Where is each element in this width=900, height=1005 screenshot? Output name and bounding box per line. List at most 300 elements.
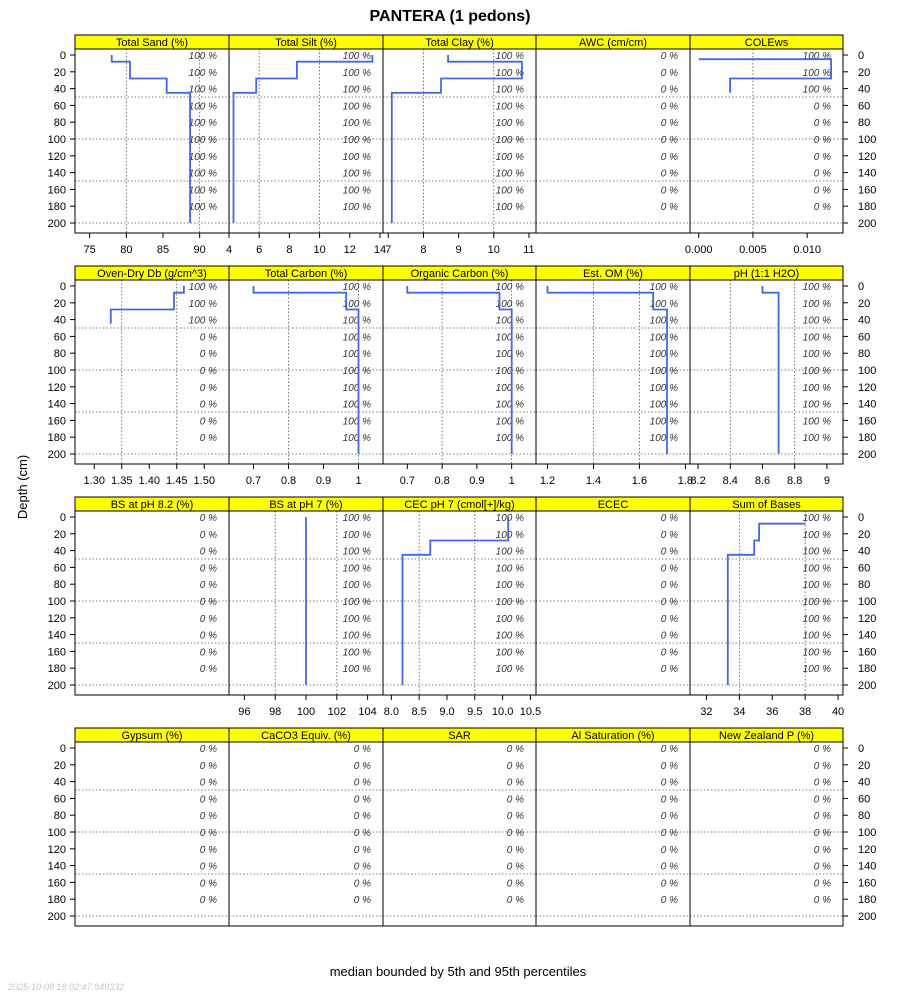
pct-annotation: 0 %: [506, 878, 524, 890]
pct-annotation: 100 %: [342, 546, 371, 558]
x-tick-label: 1: [508, 475, 515, 487]
y-tick-label: 140: [47, 398, 66, 411]
y-tick-label: 180: [47, 663, 66, 676]
panel: [536, 35, 690, 233]
pct-annotation: 100 %: [649, 332, 678, 344]
x-tick-label: 1.2: [539, 475, 556, 487]
pct-annotation: 100 %: [495, 151, 524, 163]
pct-annotation: 0 %: [660, 613, 678, 625]
panel-strip-label: New Zealand P (%): [718, 730, 815, 742]
y-tick-label: 160: [47, 877, 66, 890]
y-tick-label: 0: [858, 50, 865, 62]
pct-annotation: 0 %: [353, 794, 371, 806]
x-tick-label: 11: [523, 244, 535, 256]
pct-annotation: 100 %: [188, 51, 217, 62]
y-tick-label: 80: [858, 579, 871, 592]
x-tick-label: 38: [799, 706, 812, 718]
x-tick-label: 80: [120, 244, 133, 256]
pct-annotation: 0 %: [813, 101, 831, 113]
pct-annotation: 0 %: [199, 563, 217, 575]
panel-strip-label: ECEC: [597, 499, 629, 511]
pct-annotation: 100 %: [495, 433, 524, 445]
x-tick-label: 0.9: [469, 475, 485, 487]
y-tick-label: 60: [53, 793, 66, 806]
pct-annotation: 0 %: [813, 202, 831, 214]
panel: [229, 728, 383, 926]
x-tick-label: 0.005: [739, 244, 767, 256]
y-tick-label: 0: [858, 281, 865, 293]
pct-annotation: 0 %: [199, 382, 217, 394]
pct-annotation: 0 %: [353, 744, 371, 755]
y-tick-label: 80: [53, 117, 66, 130]
pct-annotation: 0 %: [660, 664, 678, 676]
y-tick-label: 140: [47, 629, 66, 642]
pct-annotation: 0 %: [199, 349, 217, 361]
pct-annotation: 0 %: [199, 416, 217, 428]
pct-annotation: 0 %: [813, 118, 831, 130]
x-tick-label: 1.50: [193, 475, 215, 487]
pct-annotation: 100 %: [188, 315, 217, 327]
x-tick-label: 100: [296, 706, 316, 718]
pct-annotation: 100 %: [802, 563, 831, 575]
pct-annotation: 100 %: [495, 416, 524, 428]
timestamp: 2025-10-08 18:02:47.849332: [8, 982, 125, 992]
figure-title: PANTERA (1 pedons): [369, 8, 531, 25]
x-tick-label: 0.7: [245, 475, 262, 487]
panel-strip-label: Total Clay (%): [425, 37, 494, 49]
y-tick-label: 160: [858, 646, 877, 659]
pct-annotation: 0 %: [506, 760, 524, 772]
x-tick-label: 14: [373, 244, 387, 256]
y-tick-label: 20: [858, 297, 871, 310]
y-tick-label: 60: [858, 331, 871, 344]
x-tick-label: 102: [327, 706, 346, 718]
x-tick-label: 9: [455, 244, 462, 256]
y-tick-label: 100: [47, 827, 66, 839]
pct-annotation: 0 %: [353, 777, 371, 789]
pct-annotation: 100 %: [495, 135, 524, 146]
pct-annotation: 0 %: [199, 777, 217, 789]
pct-annotation: 100 %: [342, 101, 371, 113]
x-tick-label: 8.6: [754, 475, 771, 487]
pct-annotation: 100 %: [802, 84, 831, 96]
x-tick-label: 1.45: [166, 475, 188, 487]
pct-annotation: 100 %: [802, 630, 831, 642]
pct-annotation: 100 %: [342, 563, 371, 575]
y-tick-label: 100: [858, 134, 877, 146]
panel: [48, 728, 229, 926]
pct-annotation: 0 %: [506, 794, 524, 806]
pct-annotation: 100 %: [649, 315, 678, 327]
y-tick-label: 60: [53, 100, 66, 113]
y-tick-label: 160: [858, 877, 877, 890]
profile-line: [728, 524, 805, 685]
pct-annotation: 100 %: [802, 399, 831, 411]
y-tick-label: 200: [858, 911, 877, 923]
pct-annotation: 0 %: [660, 529, 678, 541]
x-tick-label: 7: [385, 244, 392, 256]
y-tick-label: 60: [53, 562, 66, 575]
pct-annotation: 0 %: [660, 597, 678, 608]
x-tick-label: 8.2: [690, 475, 706, 487]
panel: [48, 497, 229, 695]
pct-annotation: 0 %: [199, 613, 217, 625]
panel: [536, 266, 693, 487]
pct-annotation: 100 %: [649, 349, 678, 361]
y-tick-label: 0: [59, 50, 66, 62]
pct-annotation: 100 %: [495, 580, 524, 592]
pct-annotation: 100 %: [342, 647, 371, 659]
pct-annotation: 0 %: [660, 67, 678, 79]
y-tick-label: 80: [53, 579, 66, 592]
y-tick-label: 60: [858, 100, 871, 113]
pct-annotation: 100 %: [649, 366, 678, 377]
y-tick-label: 60: [53, 331, 66, 344]
pct-annotation: 100 %: [495, 647, 524, 659]
pct-annotation: 100 %: [342, 151, 371, 163]
pct-annotation: 100 %: [495, 349, 524, 361]
panel: [690, 728, 876, 926]
pct-annotation: 100 %: [495, 382, 524, 394]
y-tick-label: 80: [858, 117, 871, 130]
y-tick-label: 40: [53, 776, 66, 789]
x-tick-label: 1.6: [631, 475, 648, 487]
pct-annotation: 100 %: [802, 513, 831, 524]
pct-annotation: 100 %: [649, 433, 678, 445]
pct-annotation: 100 %: [495, 67, 524, 79]
pct-annotation: 0 %: [506, 861, 524, 873]
pct-annotation: 100 %: [342, 315, 371, 327]
panel-strip-label: Est. OM (%): [583, 268, 643, 280]
y-tick-label: 40: [53, 314, 66, 327]
pct-annotation: 100 %: [342, 433, 371, 445]
x-tick-label: 10.5: [519, 706, 542, 718]
pct-annotation: 100 %: [342, 597, 371, 608]
pct-annotation: 0 %: [506, 811, 524, 823]
pct-annotation: 0 %: [813, 185, 831, 197]
y-tick-label: 100: [858, 365, 877, 377]
pct-annotation: 100 %: [495, 664, 524, 676]
pct-annotation: 0 %: [813, 844, 831, 856]
pct-annotation: 0 %: [353, 811, 371, 823]
pct-annotation: 100 %: [802, 298, 831, 310]
y-tick-label: 100: [47, 134, 66, 146]
panel-strip-label: SAR: [448, 730, 471, 742]
y-tick-label: 0: [59, 743, 66, 755]
pct-annotation: 100 %: [342, 282, 371, 293]
pct-annotation: 0 %: [506, 744, 524, 755]
pct-annotation: 100 %: [495, 630, 524, 642]
pct-annotation: 0 %: [660, 811, 678, 823]
pct-annotation: 100 %: [342, 118, 371, 130]
panel: [690, 497, 876, 718]
y-tick-label: 120: [858, 381, 877, 394]
pct-annotation: 0 %: [813, 794, 831, 806]
x-tick-label: 0.7: [399, 475, 415, 487]
pct-annotation: 0 %: [660, 513, 678, 524]
y-tick-label: 160: [47, 184, 66, 197]
pct-annotation: 100 %: [495, 315, 524, 327]
x-tick-label: 0.8: [434, 475, 450, 487]
pct-annotation: 0 %: [813, 168, 831, 180]
pct-annotation: 0 %: [199, 546, 217, 558]
y-tick-label: 200: [858, 680, 877, 692]
x-tick-label: 4: [225, 244, 233, 256]
y-tick-label: 60: [858, 793, 871, 806]
pct-annotation: 0 %: [506, 895, 524, 907]
pct-annotation: 0 %: [660, 794, 678, 806]
pct-annotation: 100 %: [495, 51, 524, 62]
pct-annotation: 100 %: [342, 382, 371, 394]
panel-strip-label: BS at pH 7 (%): [269, 499, 343, 511]
y-tick-label: 200: [47, 911, 66, 923]
x-tick-label: 1.8: [677, 475, 694, 487]
x-tick-label: 8: [420, 244, 427, 256]
y-tick-label: 40: [858, 545, 871, 558]
y-tick-label: 120: [47, 150, 66, 163]
pct-annotation: 0 %: [353, 828, 371, 839]
pct-annotation: 100 %: [802, 282, 831, 293]
panel-strip-label: Total Carbon (%): [264, 268, 348, 280]
x-tick-label: 12: [343, 244, 356, 256]
panel: [383, 35, 536, 256]
pct-annotation: 100 %: [188, 151, 217, 163]
y-tick-label: 160: [47, 415, 66, 428]
pct-annotation: 100 %: [188, 135, 217, 146]
pct-annotation: 100 %: [802, 647, 831, 659]
pct-annotation: 0 %: [813, 878, 831, 890]
pct-annotation: 100 %: [342, 529, 371, 541]
pct-annotation: 100 %: [342, 185, 371, 197]
pct-annotation: 100 %: [802, 366, 831, 377]
panel: [229, 266, 383, 487]
panel: [690, 266, 876, 487]
y-tick-label: 140: [858, 860, 877, 873]
pct-annotation: 100 %: [495, 101, 524, 113]
pct-annotation: 100 %: [495, 185, 524, 197]
pct-annotation: 0 %: [353, 878, 371, 890]
pct-annotation: 100 %: [188, 101, 217, 113]
pct-annotation: 100 %: [495, 366, 524, 377]
pct-annotation: 100 %: [495, 202, 524, 214]
pct-annotation: 100 %: [188, 298, 217, 310]
pct-annotation: 100 %: [495, 399, 524, 411]
pct-annotation: 0 %: [660, 84, 678, 96]
panel: [48, 35, 229, 256]
y-tick-label: 180: [858, 432, 877, 445]
pct-annotation: 0 %: [353, 861, 371, 873]
panel: [536, 497, 690, 695]
y-tick-label: 180: [47, 894, 66, 907]
pct-annotation: 100 %: [495, 118, 524, 130]
pct-annotation: 0 %: [353, 895, 371, 907]
y-tick-label: 20: [858, 528, 871, 541]
pct-annotation: 100 %: [188, 282, 217, 293]
y-tick-label: 40: [858, 776, 871, 789]
pct-annotation: 0 %: [199, 580, 217, 592]
x-tick-label: 10.0: [491, 706, 514, 718]
y-tick-label: 100: [47, 596, 66, 608]
pct-annotation: 0 %: [199, 760, 217, 772]
pct-annotation: 100 %: [188, 118, 217, 130]
pct-annotation: 0 %: [660, 118, 678, 130]
pct-annotation: 100 %: [188, 67, 217, 79]
pct-annotation: 100 %: [649, 416, 678, 428]
panel-strip-label: Sum of Bases: [732, 499, 801, 511]
pct-annotation: 100 %: [342, 67, 371, 79]
y-tick-label: 20: [53, 528, 66, 541]
y-tick-label: 200: [47, 680, 66, 692]
y-tick-label: 80: [53, 810, 66, 823]
y-tick-label: 140: [47, 167, 66, 180]
pct-annotation: 0 %: [199, 366, 217, 377]
panel-strip-label: Gypsum (%): [121, 730, 183, 742]
panel: [48, 266, 229, 487]
x-tick-label: 96: [238, 706, 251, 718]
pct-annotation: 100 %: [342, 51, 371, 62]
x-tick-label: 0.000: [684, 244, 713, 256]
pct-annotation: 100 %: [802, 382, 831, 394]
pct-annotation: 0 %: [199, 794, 217, 806]
pct-annotation: 100 %: [495, 332, 524, 344]
y-tick-label: 180: [47, 432, 66, 445]
y-tick-label: 80: [858, 348, 871, 361]
y-tick-label: 40: [858, 83, 871, 96]
pct-annotation: 100 %: [342, 168, 371, 180]
y-tick-label: 200: [47, 218, 66, 230]
y-tick-label: 20: [53, 297, 66, 310]
y-tick-label: 120: [47, 612, 66, 625]
pct-annotation: 100 %: [802, 67, 831, 79]
y-tick-label: 200: [858, 218, 877, 230]
pct-annotation: 100 %: [188, 84, 217, 96]
pct-annotation: 100 %: [342, 513, 371, 524]
pct-annotation: 100 %: [802, 580, 831, 592]
pct-annotation: 100 %: [802, 349, 831, 361]
footer-caption: median bounded by 5th and 95th percentiles: [329, 964, 587, 979]
x-tick-label: 10: [313, 244, 326, 256]
y-tick-label: 40: [53, 83, 66, 96]
pct-annotation: 100 %: [342, 349, 371, 361]
profile-line: [112, 55, 190, 223]
pct-annotation: 100 %: [342, 202, 371, 214]
pct-annotation: 0 %: [199, 744, 217, 755]
pct-annotation: 0 %: [813, 151, 831, 163]
pct-annotation: 0 %: [660, 647, 678, 659]
pct-annotation: 100 %: [342, 332, 371, 344]
pct-annotation: 0 %: [660, 563, 678, 575]
y-tick-label: 120: [858, 150, 877, 163]
x-tick-label: 90: [193, 244, 206, 256]
pct-annotation: 0 %: [506, 777, 524, 789]
panel-strip-label: CaCO3 Equiv. (%): [261, 730, 351, 742]
x-tick-label: 0.8: [280, 475, 297, 487]
pct-annotation: 0 %: [660, 895, 678, 907]
pct-annotation: 100 %: [495, 563, 524, 575]
pct-annotation: 0 %: [199, 529, 217, 541]
pct-annotation: 100 %: [188, 185, 217, 197]
pct-annotation: 100 %: [802, 597, 831, 608]
pct-annotation: 100 %: [802, 546, 831, 558]
pct-annotation: 0 %: [813, 135, 831, 146]
pct-annotation: 0 %: [660, 51, 678, 62]
y-tick-label: 140: [47, 860, 66, 873]
pct-annotation: 0 %: [199, 332, 217, 344]
pct-annotation: 100 %: [342, 135, 371, 146]
pct-annotation: 0 %: [813, 777, 831, 789]
panel: [383, 266, 536, 487]
x-tick-label: 9.0: [439, 706, 455, 718]
pct-annotation: 100 %: [802, 664, 831, 676]
pct-annotation: 0 %: [660, 878, 678, 890]
x-tick-label: 98: [269, 706, 282, 718]
pct-annotation: 0 %: [813, 895, 831, 907]
panel-strip-label: BS at pH 8.2 (%): [110, 499, 194, 511]
x-tick-label: 9: [823, 475, 830, 487]
pct-annotation: 100 %: [188, 168, 217, 180]
x-tick-label: 10: [487, 244, 500, 256]
pct-annotation: 0 %: [353, 760, 371, 772]
panel-strip-label: Organic Carbon (%): [410, 268, 509, 280]
panel-strip-label: pH (1:1 H2O): [733, 268, 800, 280]
panel-strip-label: Al Saturation (%): [571, 730, 655, 742]
y-tick-label: 180: [858, 663, 877, 676]
x-tick-label: 32: [700, 706, 713, 718]
y-tick-label: 160: [47, 646, 66, 659]
pct-annotation: 100 %: [342, 366, 371, 377]
x-tick-label: 75: [83, 244, 96, 256]
pct-annotation: 100 %: [495, 168, 524, 180]
pct-annotation: 0 %: [660, 777, 678, 789]
pct-annotation: 100 %: [802, 529, 831, 541]
pct-annotation: 0 %: [506, 828, 524, 839]
pct-annotation: 100 %: [802, 315, 831, 327]
pct-annotation: 0 %: [199, 513, 217, 524]
pct-annotation: 0 %: [199, 828, 217, 839]
pct-annotation: 0 %: [199, 861, 217, 873]
x-tick-label: 0.010: [793, 244, 821, 256]
y-tick-label: 40: [53, 545, 66, 558]
y-tick-label: 0: [858, 512, 865, 524]
panel-strip-label: Total Silt (%): [275, 37, 337, 49]
pct-annotation: 0 %: [660, 546, 678, 558]
x-tick-label: 8.8: [787, 475, 803, 487]
pct-annotation: 100 %: [342, 298, 371, 310]
y-tick-label: 0: [59, 281, 66, 293]
pct-annotation: 100 %: [802, 332, 831, 344]
pct-annotation: 100 %: [495, 546, 524, 558]
pct-annotation: 0 %: [660, 151, 678, 163]
y-tick-label: 20: [53, 66, 66, 79]
pct-annotation: 0 %: [813, 760, 831, 772]
pct-annotation: 100 %: [495, 529, 524, 541]
x-tick-label: 1: [355, 475, 362, 487]
y-tick-label: 100: [858, 596, 877, 608]
x-tick-label: 34: [733, 706, 746, 718]
y-tick-label: 200: [858, 449, 877, 461]
y-tick-label: 120: [47, 843, 66, 856]
x-tick-label: 9.5: [467, 706, 483, 718]
pct-annotation: 0 %: [199, 878, 217, 890]
pct-annotation: 100 %: [342, 613, 371, 625]
x-tick-label: 1.30: [83, 475, 105, 487]
y-tick-label: 40: [858, 314, 871, 327]
pct-annotation: 100 %: [342, 416, 371, 428]
pct-annotation: 0 %: [199, 664, 217, 676]
pct-annotation: 100 %: [495, 84, 524, 96]
panel-grid: [48, 35, 877, 926]
panel: [536, 728, 690, 926]
